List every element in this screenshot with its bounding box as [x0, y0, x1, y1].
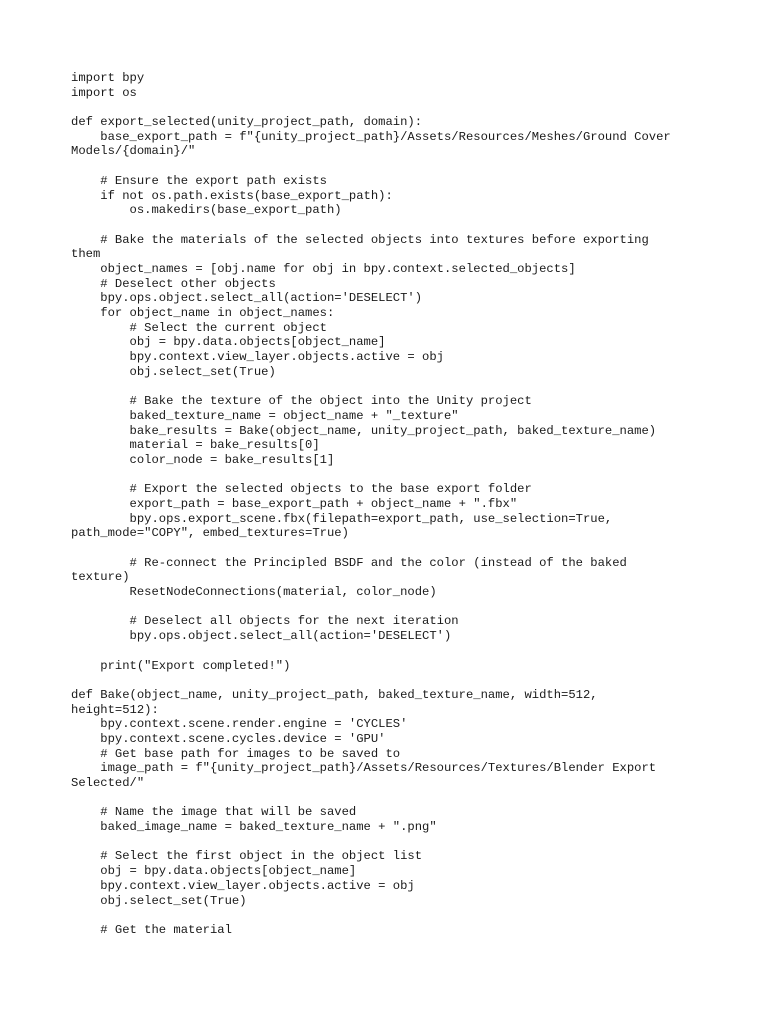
code-line: [71, 644, 701, 659]
code-line: # Deselect other objects: [71, 276, 276, 291]
code-line: Selected/": [71, 776, 145, 790]
code-line: # Bake the materials of the selected objects into textures before exporting: [71, 232, 649, 247]
code-line: material = bake_results[0]: [71, 438, 320, 453]
code-line: # Ensure the export path exists: [71, 173, 327, 188]
code-line: if not os.path.exists(base_export_path):: [71, 188, 393, 203]
code-line: print("Export completed!"): [71, 658, 291, 673]
code-line: [71, 468, 701, 483]
code-line: image_path = f"{unity_project_path}/Assets/Resources/Textures/Blender Export: [71, 761, 657, 776]
code-line: baked_texture_name = object_name + "_texture": [71, 408, 459, 423]
code-line: bpy.context.view_layer.objects.active = obj: [71, 878, 415, 893]
code-line: [71, 673, 701, 688]
code-line: obj.select_set(True): [71, 893, 247, 908]
code-line: bpy.context.view_layer.objects.active = obj: [71, 350, 444, 365]
code-line: # Name the image that will be saved: [71, 805, 357, 820]
code-line: bpy.ops.object.select_all(action='DESELECT'): [71, 629, 452, 644]
code-line: bake_results = Bake(object_name, unity_project_path, baked_texture_name): [71, 423, 657, 438]
code-line: [71, 541, 701, 556]
code-line: [71, 379, 701, 394]
code-line: # Get the material: [71, 922, 232, 937]
code-line: baked_image_name = baked_texture_name + ".png": [71, 820, 437, 835]
code-line: [71, 600, 701, 615]
code-line: for object_name in object_names:: [71, 306, 335, 320]
code-line: # Select the current object: [71, 320, 327, 335]
code-line: bpy.context.scene.render.engine = 'CYCLES': [71, 717, 408, 732]
code-line: [71, 908, 701, 923]
code-line: # Export the selected objects to the base export folder: [71, 482, 532, 497]
code-line: Models/{domain}/": [71, 144, 196, 159]
code-line: bpy.context.scene.cycles.device = 'GPU': [71, 731, 386, 746]
code-line: [71, 159, 701, 174]
code-line: height=512):: [71, 702, 159, 717]
code-line: bpy.ops.export_scene.fbx(filepath=export_path, use_selection=True,: [71, 511, 613, 526]
code-line: [71, 218, 701, 233]
code-line: obj = bpy.data.objects[object_name]: [71, 864, 357, 879]
code-line: bpy.ops.object.select_all(action='DESELECT'): [71, 291, 423, 306]
code-line: # Deselect all objects for the next iteration: [71, 614, 459, 629]
code-line: obj = bpy.data.objects[object_name]: [71, 335, 386, 350]
code-line: import os: [71, 85, 137, 100]
code-line: def export_selected(unity_project_path, domain):: [71, 115, 423, 130]
code-line: # Re-connect the Principled BSDF and the color (instead of the baked: [71, 555, 627, 570]
code-line: them: [71, 247, 101, 262]
code-line: def Bake(object_name, unity_project_path, baked_texture_name, width=512,: [71, 687, 598, 702]
code-line: # Bake the texture of the object into the Unity project: [71, 394, 532, 409]
code-line: path_mode="COPY", embed_textures=True): [71, 526, 349, 541]
code-line: [71, 791, 701, 806]
code-line: ResetNodeConnections(material, color_node): [71, 585, 437, 600]
code-line: # Select the first object in the object list: [71, 849, 423, 864]
code-line: [71, 100, 701, 115]
code-line: [71, 835, 701, 850]
code-line: color_node = bake_results[1]: [71, 452, 335, 467]
code-listing: [71, 71, 701, 938]
code-line: object_names = [obj.name for obj in bpy.context.selected_objects]: [71, 261, 576, 276]
code-line: texture): [71, 570, 130, 585]
code-line: obj.select_set(True): [71, 364, 276, 379]
code-line: import bpy: [71, 71, 145, 85]
code-line: os.makedirs(base_export_path): [71, 203, 342, 218]
code-line: base_export_path = f"{unity_project_path}/Assets/Resources/Meshes/Ground Cover: [71, 129, 671, 144]
code-line: export_path = base_export_path + object_name + ".fbx": [71, 496, 518, 511]
code-line: # Get base path for images to be saved to: [71, 746, 401, 761]
